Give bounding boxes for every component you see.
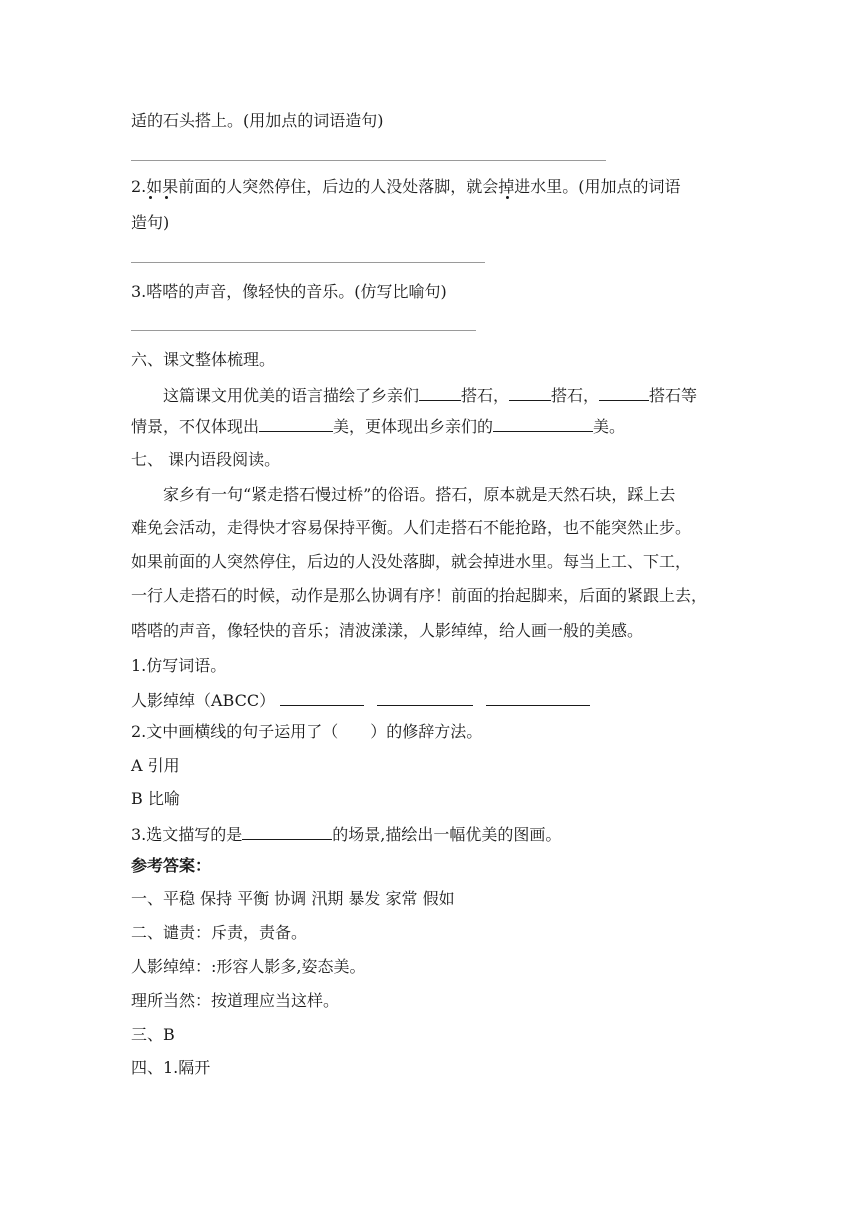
answers-heading: 参考答案： [131, 856, 212, 875]
text-segment: 搭石等 [649, 386, 698, 405]
passage-line-1: 家乡有一句“紧走搭石慢过桥”的俗语。搭石，原本就是天然石块，踩上去 [163, 485, 676, 504]
fill-blank [259, 414, 333, 432]
text-segment: 美，更体现出乡亲们的 [333, 417, 494, 436]
question-1-blanks [131, 688, 590, 712]
text-segment: 人影绰绰（ABCC） [131, 691, 276, 710]
fill-blank [242, 822, 332, 840]
answer-2: 二、谴责：斥责，责备。 [131, 923, 308, 942]
answer-line-1 [131, 160, 606, 161]
fill-blank [493, 414, 593, 432]
passage-line-3: 如果前面的人突然停住，后边的人没处落脚，就会掉进水里。每当上工、下工， [131, 552, 692, 571]
option-b: B 比喻 [131, 789, 180, 808]
answer-line-3 [131, 330, 476, 331]
text-line-1: 适的石头搭上。(用加点的词语造句) [131, 111, 384, 130]
text-segment: 这篇课文用优美的语言描绘了乡亲们 [163, 386, 420, 405]
section-6-line-1 [163, 383, 697, 407]
answer-line-2 [131, 262, 485, 263]
answer-2-def-2: 理所当然：按道理应当这样。 [131, 991, 340, 1010]
answer-4: 四、1.隔开 [131, 1058, 211, 1077]
fill-blank [419, 383, 461, 401]
fill-blank [280, 688, 364, 706]
passage-line-5: 嗒嗒的声音，像轻快的音乐；清波漾漾，人影绰绰，给人画一般的美感。 [131, 621, 644, 640]
question-2-line: 2.如果前面的人突然停住，后边的人没处落脚，就会掉进水里。(用加点的词语 [131, 177, 681, 196]
answer-2-def-1: 人影绰绰：:形容人影多,姿态美。 [131, 957, 366, 976]
fill-blank [599, 383, 649, 401]
emphasis-dot [506, 196, 509, 199]
text-segment: 搭石， [551, 386, 600, 405]
emphasis-dot [149, 196, 152, 199]
text-segment: 情景，不仅体现出 [131, 417, 260, 436]
passage-line-2: 难免会活动，走得快才容易保持平衡。人们走搭石不能抢路，也不能突然止步。 [131, 518, 692, 537]
question-2: 2.文中画横线的句子运用了（ ）的修辞方法。 [131, 722, 483, 741]
passage-line-4: 一行人走搭石的时候，动作是那么协调有序！前面的抬起脚来，后面的紧跟上去， [131, 586, 708, 605]
text-segment: 搭石， [461, 386, 510, 405]
section-6-heading: 六、课文整体梳理。 [131, 350, 276, 369]
text-segment: 3.选文描写的是 [131, 825, 243, 844]
fill-blank [486, 688, 590, 706]
answer-1: 一、平稳 保持 平衡 协调 汛期 暴发 家常 假如 [131, 889, 455, 908]
question-3-line: 3.嗒嗒的声音，像轻快的音乐。(仿写比喻句) [131, 282, 447, 301]
fill-blank [509, 383, 551, 401]
text-segment: 美。 [593, 417, 626, 436]
text-segment: 的场景,描绘出一幅优美的图画。 [332, 825, 562, 844]
question-3 [131, 822, 561, 846]
fill-blank [377, 688, 473, 706]
question-1: 1.仿写词语。 [131, 656, 227, 675]
section-6-line-2 [131, 414, 625, 438]
answer-3: 三、B [131, 1025, 175, 1044]
option-a: A 引用 [131, 756, 180, 775]
question-2-line-cont: 造句) [131, 213, 170, 232]
section-7-heading: 七、 课内语段阅读。 [131, 450, 281, 469]
emphasis-dot [165, 196, 168, 199]
